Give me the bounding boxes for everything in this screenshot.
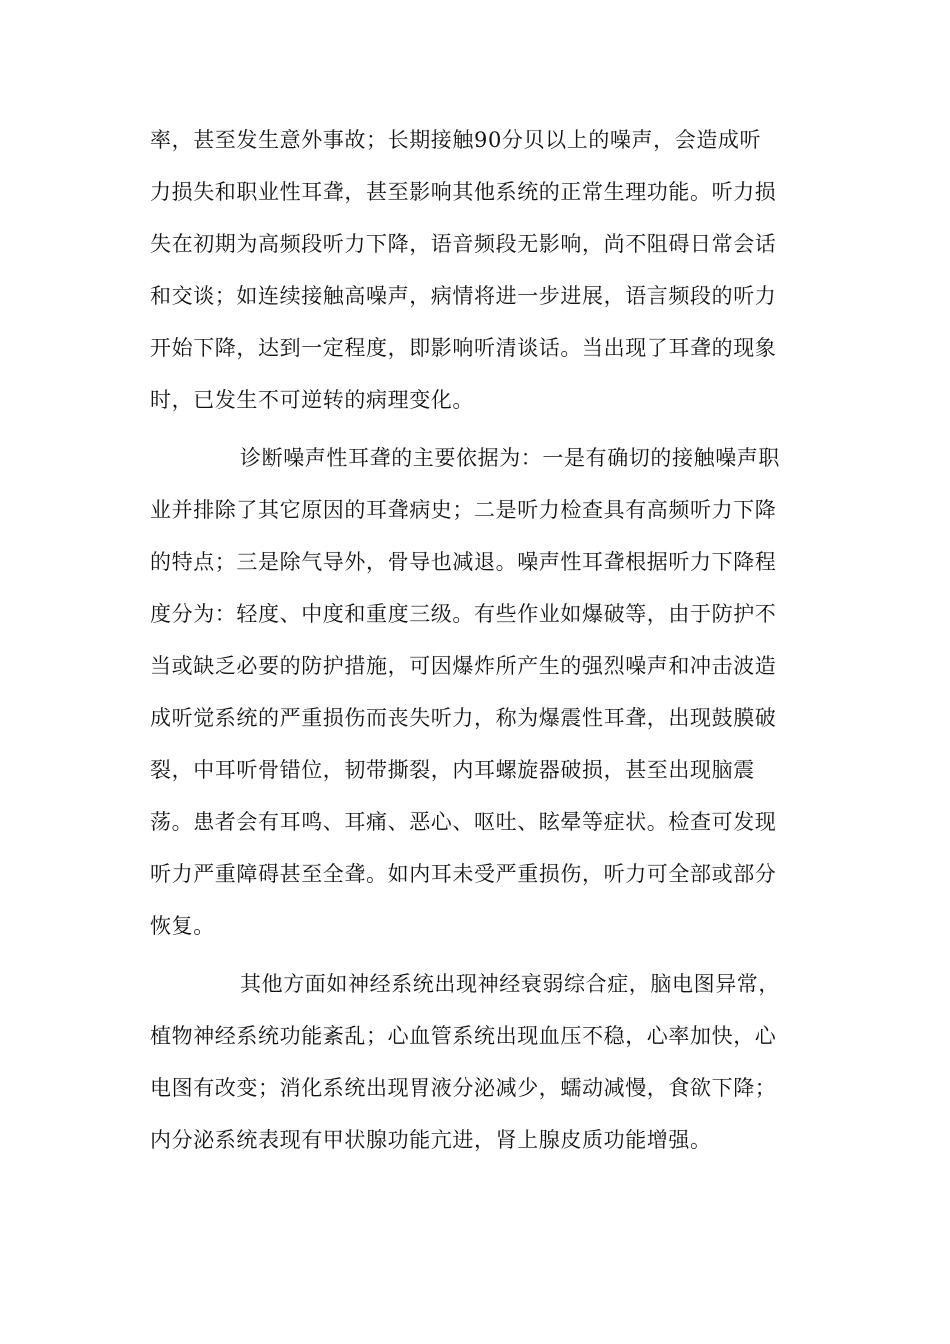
paragraph-2 (150, 432, 800, 952)
text-line: 的特点；三是除气导外，骨导也减退。噪声性耳聋根据听力下降程 (150, 550, 777, 574)
text-line: 恢复。 (150, 914, 215, 938)
text-line: 裂，中耳听骨错位，韧带撕裂，内耳螺旋器破损，甚至出现脑震 (150, 758, 755, 782)
text-line: 率，甚至发生意外事故；长期接触90分贝以上的噪声，会造成听 (150, 128, 762, 152)
text-line: 当或缺乏必要的防护措施，可因爆炸所产生的强烈噪声和冲击波造 (150, 654, 777, 678)
text-line: 失在初期为高频段听力下降，语音频段无影响，尚不阻碍日常会话 (150, 232, 777, 256)
text-line: 诊断噪声性耳聋的主要依据为：一是有确切的接触噪声职 (240, 446, 780, 470)
paragraph-1 (150, 114, 800, 426)
text-line: 开始下降，达到一定程度，即影响听清谈话。当出现了耳聋的现象 (150, 336, 777, 360)
text-line: 听力严重障碍甚至全聋。如内耳未受严重损伤，听力可全部或部分 (150, 862, 777, 886)
text-line: 力损失和职业性耳聋，甚至影响其他系统的正常生理功能。听力损 (150, 180, 777, 204)
text-line: 荡。患者会有耳鸣、耳痛、恶心、呕吐、眩晕等症状。检查可发现 (150, 810, 777, 834)
text-line: 植物神经系统功能紊乱；心血管系统出现血压不稳，心率加快，心 (150, 1024, 777, 1048)
text-line: 时，已发生不可逆转的病理变化。 (150, 388, 474, 412)
text-line: 其他方面如神经系统出现神经衰弱综合症，脑电图异常， (240, 972, 780, 996)
paragraph-3 (150, 958, 800, 1166)
text-line: 电图有改变；消化系统出现胃液分泌减少，蠕动减慢，食欲下降； (150, 1076, 777, 1100)
document-body (150, 114, 800, 1166)
text-line: 内分泌系统表现有甲状腺功能亢进，肾上腺皮质功能增强。 (150, 1128, 712, 1152)
text-line: 成听觉系统的严重损伤而丧失听力，称为爆震性耳聋，出现鼓膜破 (150, 706, 777, 730)
text-line: 业并排除了其它原因的耳聋病史；二是听力检查具有高频听力下降 (150, 498, 777, 522)
text-line: 和交谈；如连续接触高噪声，病情将进一步进展，语言频段的听力 (150, 284, 777, 308)
text-line: 度分为：轻度、中度和重度三级。有些作业如爆破等，由于防护不 (150, 602, 777, 626)
